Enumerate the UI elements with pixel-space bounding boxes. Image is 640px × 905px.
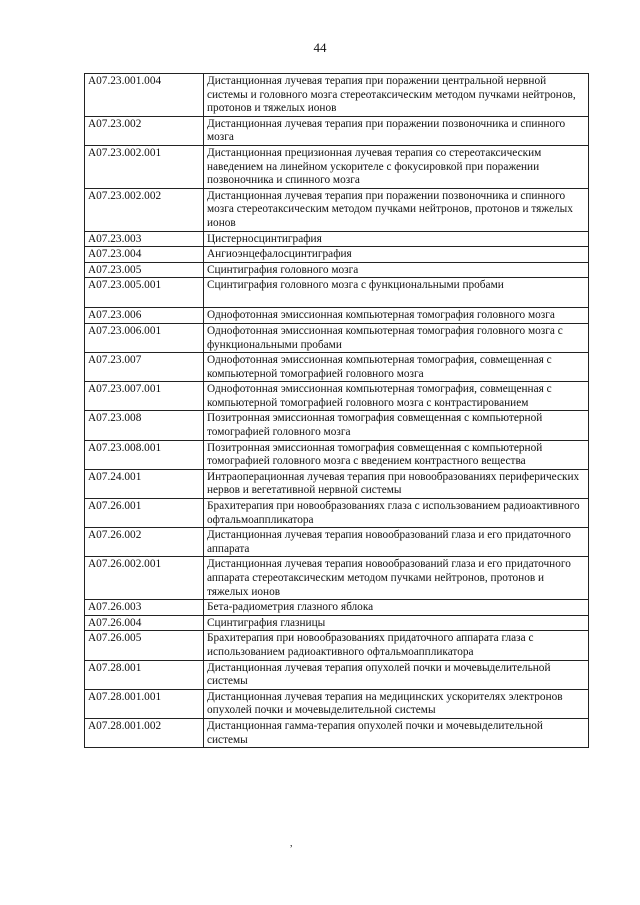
- table-row: [85, 231, 589, 247]
- name-cell: Дистанционная гамма-терапия опухолей почки и мочевыделительной системы: [204, 718, 589, 747]
- code-cell: A07.23.007: [85, 353, 204, 382]
- code-cell: A07.28.001.001: [85, 689, 204, 718]
- table-row: [85, 145, 589, 188]
- table-row: [85, 499, 589, 528]
- table-row: [85, 600, 589, 616]
- table-row: [85, 323, 589, 352]
- table-row: [85, 557, 589, 600]
- name-cell: Дистанционная лучевая терапия при поражении позвоночника и спинного мозга: [204, 116, 589, 145]
- code-cell: A07.23.008: [85, 411, 204, 440]
- name-cell: Дистанционная лучевая терапия при поражении центральной нервной системы и головного мозга стереотаксическим методом пучками нейтронов, протонов и тяжелых ионов: [204, 74, 589, 117]
- procedure-code-table: [84, 73, 589, 748]
- name-cell: Сцинтиграфия головного мозга с функциональными пробами: [204, 278, 589, 308]
- name-cell: Сцинтиграфия глазницы: [204, 615, 589, 631]
- code-cell: A07.23.007.001: [85, 382, 204, 411]
- code-cell: A07.26.005: [85, 631, 204, 660]
- name-cell: Позитронная эмиссионная томография совмещенная с компьютерной томографией головного мозга с введением контрастного вещества: [204, 440, 589, 469]
- code-cell: A07.26.002: [85, 528, 204, 557]
- name-cell: Однофотонная эмиссионная компьютерная томография, совмещенная с компьютерной томографией головного мозга: [204, 353, 589, 382]
- name-cell: Дистанционная лучевая терапия новообразований глаза и его придаточного аппарата стереотаксическим методом пучками нейтронов, протонов и тяжелых ионов: [204, 557, 589, 600]
- name-cell: Интраоперационная лучевая терапия при новообразованиях периферических нервов и вегетативной нервной системы: [204, 469, 589, 498]
- name-cell: Однофотонная эмиссионная компьютерная томография головного мозга: [204, 308, 589, 324]
- name-cell: Дистанционная лучевая терапия при поражении позвоночника и спинного мозга стереотаксическим методом пучками нейтронов, протонов и тяжелых ионов: [204, 188, 589, 231]
- code-cell: A07.23.005.001: [85, 278, 204, 308]
- name-cell: Брахитерапия при новообразованиях придаточного аппарата глаза с использованием радиоактивного офтальмоаппликатора: [204, 631, 589, 660]
- code-cell: A07.26.002.001: [85, 557, 204, 600]
- code-cell: A07.26.004: [85, 615, 204, 631]
- table-row: [85, 469, 589, 498]
- name-cell: Сцинтиграфия головного мозга: [204, 262, 589, 278]
- table-row: [85, 382, 589, 411]
- table-row: [85, 718, 589, 747]
- code-cell: A07.28.001.002: [85, 718, 204, 747]
- code-cell: A07.23.003: [85, 231, 204, 247]
- table-row: [85, 74, 589, 117]
- table-row: [85, 411, 589, 440]
- name-cell: Цистерносцинтиграфия: [204, 231, 589, 247]
- code-cell: A07.23.006: [85, 308, 204, 324]
- table-row: [85, 262, 589, 278]
- code-cell: A07.23.002: [85, 116, 204, 145]
- code-cell: A07.23.002.001: [85, 145, 204, 188]
- table-row: [85, 660, 589, 689]
- table-row: [85, 689, 589, 718]
- table-row: [85, 615, 589, 631]
- code-cell: A07.23.001.004: [85, 74, 204, 117]
- name-cell: Бета-радиометрия глазного яблока: [204, 600, 589, 616]
- table-row: [85, 353, 589, 382]
- name-cell: Однофотонная эмиссионная компьютерная томография, совмещенная с компьютерной томографией головного мозга с контрастированием: [204, 382, 589, 411]
- name-cell: Дистанционная лучевая терапия опухолей почки и мочевыделительной системы: [204, 660, 589, 689]
- table-row: [85, 440, 589, 469]
- table-row: [85, 308, 589, 324]
- table-row: [85, 188, 589, 231]
- name-cell: Позитронная эмиссионная томография совмещенная с компьютерной томографией головного мозга: [204, 411, 589, 440]
- table-row: [85, 278, 589, 308]
- table-row: [85, 247, 589, 263]
- code-cell: A07.26.003: [85, 600, 204, 616]
- code-cell: A07.23.008.001: [85, 440, 204, 469]
- table-row: [85, 528, 589, 557]
- code-cell: A07.26.001: [85, 499, 204, 528]
- code-cell: A07.23.006.001: [85, 323, 204, 352]
- name-cell: Дистанционная лучевая терапия на медицинских ускорителях электронов опухолей почки и мочевыделительной системы: [204, 689, 589, 718]
- page-number: 44: [313, 40, 327, 55]
- footer-mark: ,: [290, 838, 293, 849]
- code-cell: A07.23.004: [85, 247, 204, 263]
- code-cell: A07.28.001: [85, 660, 204, 689]
- name-cell: Дистанционная прецизионная лучевая терапия со стереотаксическим наведением на линейном ускорителе с фокусировкой при поражении позвоночника и спинного мозга: [204, 145, 589, 188]
- name-cell: Брахитерапия при новообразованиях глаза с использованием радиоактивного офтальмоаппликатора: [204, 499, 589, 528]
- table-row: [85, 631, 589, 660]
- code-cell: A07.24.001: [85, 469, 204, 498]
- code-cell: A07.23.002.002: [85, 188, 204, 231]
- name-cell: Дистанционная лучевая терапия новообразований глаза и его придаточного аппарата: [204, 528, 589, 557]
- table-row: [85, 116, 589, 145]
- name-cell: Однофотонная эмиссионная компьютерная томография головного мозга с функциональными пробами: [204, 323, 589, 352]
- code-cell: A07.23.005: [85, 262, 204, 278]
- name-cell: Ангиоэнцефалосцинтиграфия: [204, 247, 589, 263]
